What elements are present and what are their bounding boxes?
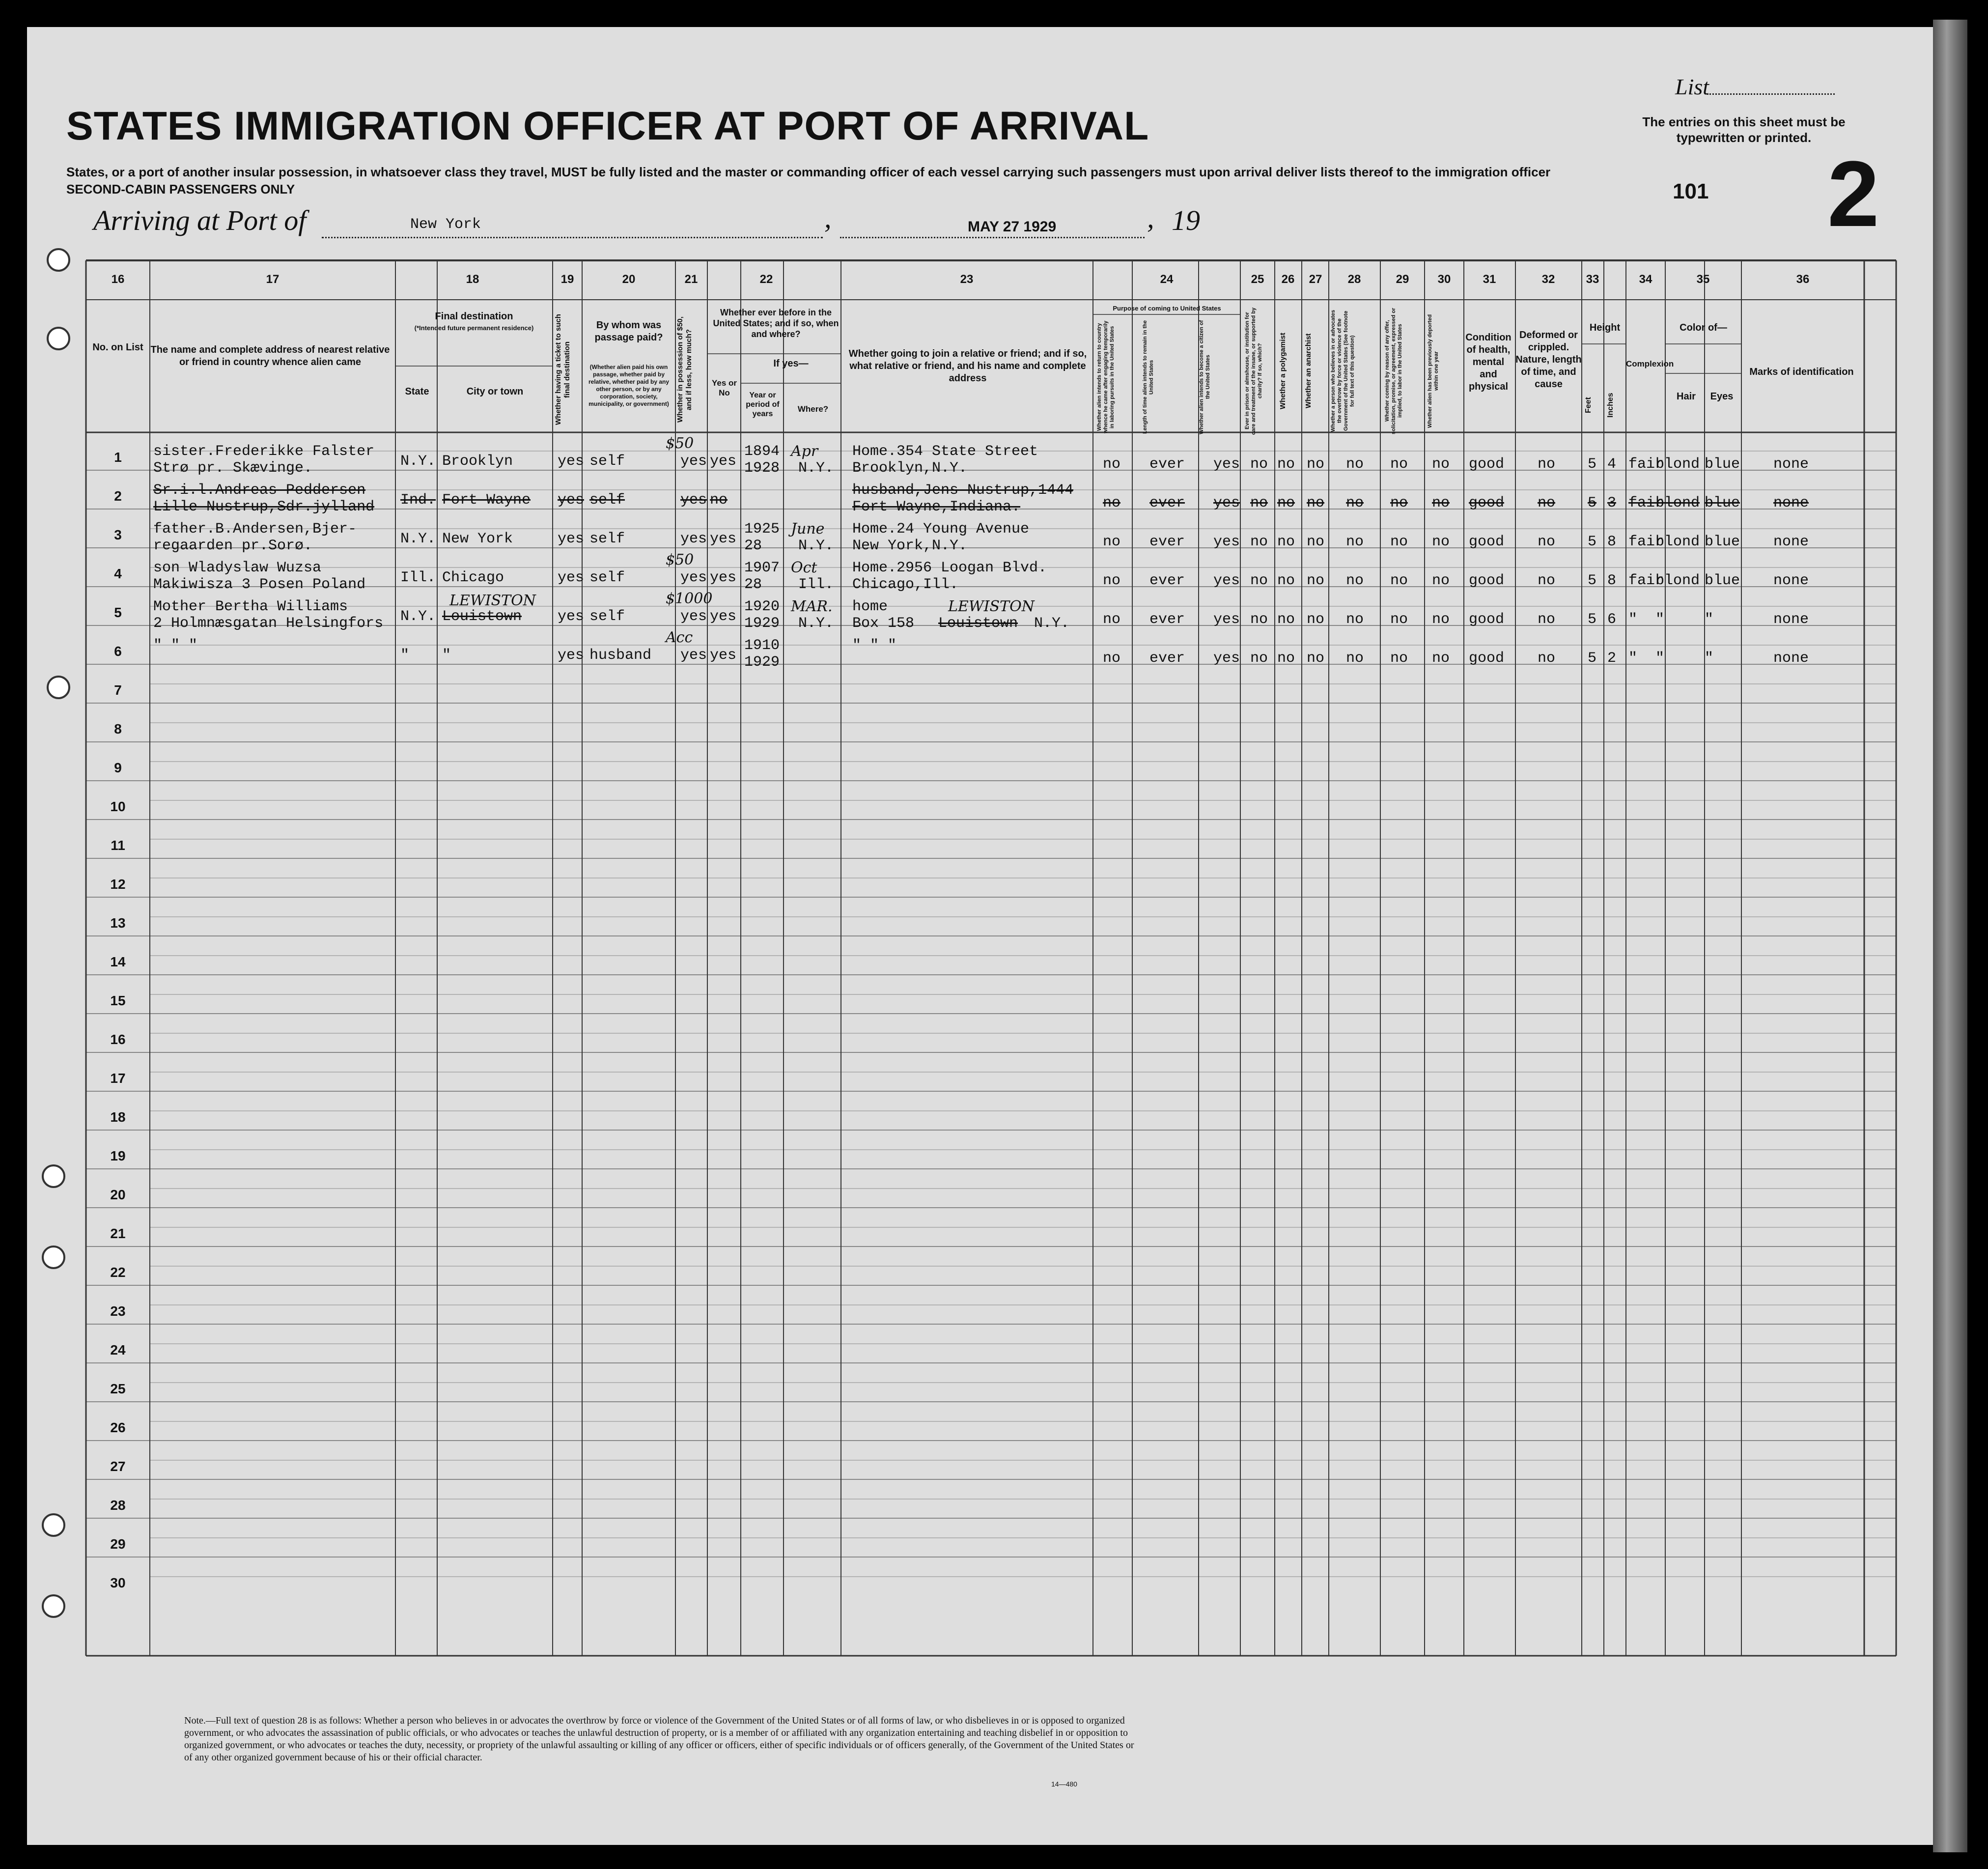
join-city-correction: LEWISTON — [948, 598, 1035, 615]
cell-eyes: " — [1705, 650, 1714, 667]
where-line-1: MAR. — [791, 598, 833, 615]
join-line-1: Home.354 State Street — [852, 443, 1038, 460]
join-state: N.Y. — [1034, 615, 1070, 632]
cell-p-length: ever — [1149, 611, 1185, 628]
dest-state: N.Y. — [400, 608, 436, 625]
cell-marks: none — [1773, 611, 1809, 628]
cell-c27: no — [1307, 495, 1325, 511]
row-number: 7 — [114, 682, 122, 698]
header-marks: Marks of identification — [1749, 367, 1854, 377]
row-number: 1 — [114, 450, 122, 465]
dest-state: Ill. — [400, 569, 436, 586]
column-number: 27 — [1309, 273, 1322, 286]
possession-value: yes — [680, 531, 707, 547]
cell-deformed: no — [1538, 495, 1556, 511]
where-line-2: N.Y. — [798, 615, 834, 632]
cell-c25: no — [1250, 534, 1268, 550]
paid-by-value: self — [589, 608, 625, 625]
cell-p-return: no — [1103, 534, 1121, 550]
cell-c26: no — [1277, 572, 1295, 589]
cell-hair: blond — [1655, 495, 1700, 511]
row-number: 6 — [114, 644, 122, 659]
column-number: 36 — [1796, 273, 1810, 286]
money-amount: Acc — [666, 629, 693, 646]
cell-c28: no — [1346, 456, 1364, 473]
cell-p-length: ever — [1149, 572, 1185, 589]
relative-line-2: Makiwisza 3 Posen Poland — [153, 576, 366, 593]
cell-c30: no — [1432, 572, 1450, 589]
dest-city: New York — [442, 531, 513, 547]
join-line-1: home — [852, 598, 888, 615]
cell-complexion: " — [1628, 650, 1638, 667]
paid-by-value: self — [589, 531, 625, 547]
cell-c27: no — [1307, 611, 1325, 628]
cell-c30: no — [1432, 456, 1450, 473]
relative-line-2: Lille Nustrup,Sdr.jylland — [153, 499, 375, 515]
cell-deformed: no — [1538, 572, 1556, 589]
instruction-text: The entries on this sheet must be typewritten or printed. — [1642, 114, 1846, 145]
dest-state: Ind. — [400, 492, 436, 509]
cell-hair: " — [1655, 611, 1665, 628]
cell-p-citizen: yes — [1213, 572, 1240, 589]
cell-feet: 5 — [1588, 456, 1597, 473]
cell-complexion: fair — [1628, 572, 1664, 589]
header-paid-by: By whom was passage paid? — [594, 320, 663, 343]
column-number: 21 — [684, 273, 698, 286]
list-number: 101 — [1673, 179, 1709, 203]
money-amount: $50 — [666, 435, 694, 452]
relative-line-2: Strø pr. Skævinge. — [153, 460, 313, 477]
ticket-value: yes — [558, 531, 585, 547]
header-complexion: Complexion — [1626, 359, 1674, 368]
dest-city-correction: LEWISTON — [449, 592, 536, 609]
cell-hair: blond — [1655, 572, 1700, 589]
cell-inches: 3 — [1607, 495, 1617, 511]
header-labor-offer: Whether coming by reason of any offer, solicitation, promise, or agreement, expressed or implied, to labor in the United States — [1384, 308, 1403, 434]
cell-complexion: " — [1628, 611, 1638, 628]
cell-c30: no — [1432, 495, 1450, 511]
cell-inches: 6 — [1607, 611, 1617, 628]
column-number: 23 — [960, 273, 974, 286]
cell-p-citizen: yes — [1213, 534, 1240, 550]
comma: , — [824, 202, 832, 234]
column-number: 29 — [1396, 273, 1409, 286]
form-number: 14—480 — [1051, 1780, 1077, 1788]
header-deported: Whether alien has been previously deported within one year — [1427, 314, 1439, 428]
join-line-1: " " " — [852, 637, 897, 654]
years-line-1: 1920 — [744, 598, 780, 615]
before-value: no — [710, 492, 728, 509]
ticket-value: yes — [558, 492, 585, 509]
ticket-value: yes — [558, 453, 585, 470]
cell-complexion: fair — [1628, 534, 1664, 550]
ticket-value: yes — [558, 647, 585, 664]
row-number: 20 — [110, 1187, 126, 1202]
cell-inches: 4 — [1607, 456, 1617, 473]
row-number: 23 — [110, 1303, 126, 1319]
before-value: yes — [710, 569, 737, 586]
header-feet: Feet — [1584, 397, 1593, 414]
possession-value: yes — [680, 647, 707, 664]
relative-line-1: sister.Frederikke Falster — [153, 443, 375, 460]
row-number: 8 — [114, 721, 122, 736]
column-number: 30 — [1437, 273, 1451, 286]
cell-eyes: " — [1705, 611, 1714, 628]
cell-p-citizen: yes — [1213, 650, 1240, 667]
join-line-1: husband,Jens Nustrup,1444 — [852, 482, 1074, 499]
header-polygamist: Whether a polygamist — [1279, 333, 1287, 409]
years-line-2: 1929 — [744, 615, 780, 632]
row-number: 2 — [114, 488, 122, 504]
port-value: New York — [410, 216, 481, 233]
row-number: 24 — [110, 1342, 126, 1358]
header-purpose-length: Length of time alien intends to remain in the United States — [1142, 320, 1154, 434]
cell-p-return: no — [1103, 650, 1121, 667]
row-number: 29 — [110, 1536, 126, 1552]
cell-p-citizen: yes — [1213, 611, 1240, 628]
where-line-1: Apr — [791, 443, 818, 460]
column-number: 17 — [266, 273, 280, 286]
column-number: 33 — [1586, 273, 1599, 286]
header-anarchist: Whether an anarchist — [1304, 333, 1313, 409]
paid-by-value: husband — [589, 647, 652, 664]
cell-c30: no — [1432, 650, 1450, 667]
sheet-number: 2 — [1827, 142, 1879, 246]
column-number: 32 — [1541, 273, 1555, 286]
list-label: List — [1675, 74, 1709, 99]
year-prefix: 19 — [1172, 204, 1200, 236]
cell-health: good — [1469, 650, 1505, 667]
money-amount: $1000 — [666, 590, 713, 607]
cell-eyes: blue — [1705, 572, 1740, 589]
form-subtitle: States, or a port of another insular possession, in whatsoever class they travel, MUST be fully listed and the master or commanding officer of each vessel carrying such passengers must upon arrival deliver lists thereof to the immigration officer — [66, 165, 1551, 179]
years-line-2: 28 — [744, 538, 762, 554]
cell-deformed: no — [1538, 534, 1556, 550]
before-value: yes — [710, 647, 737, 664]
header-if-yes: If yes— — [773, 358, 809, 369]
cell-feet: 5 — [1588, 534, 1597, 550]
paid-by-value: self — [589, 569, 625, 586]
join-line-2: New York,N.Y. — [852, 538, 968, 554]
row-number: 21 — [110, 1226, 126, 1241]
cell-c28: no — [1346, 572, 1364, 589]
cell-p-length: ever — [1149, 534, 1185, 550]
cell-feet: 5 — [1588, 495, 1597, 511]
cell-c30: no — [1432, 534, 1450, 550]
cell-c25: no — [1250, 456, 1268, 473]
header-purpose-return: Whether alien intends to return to country whence he came after engaging temporarily in laboring pursuits in the United States — [1096, 320, 1115, 434]
cell-c28: no — [1346, 495, 1364, 511]
header-eyes: Eyes — [1710, 391, 1734, 402]
years-line-2: 28 — [744, 576, 762, 593]
header-height: Height — [1589, 322, 1621, 333]
header-city: City or town — [466, 386, 524, 397]
dest-state: N.Y. — [400, 531, 436, 547]
cell-deformed: no — [1538, 611, 1556, 628]
cell-inches: 8 — [1607, 572, 1617, 589]
possession-value: yes — [680, 569, 707, 586]
cell-health: good — [1469, 572, 1505, 589]
dest-state: " — [400, 647, 410, 664]
cell-c29: no — [1390, 611, 1408, 628]
dest-city: Fort Wayne — [442, 492, 531, 509]
row-number: 30 — [110, 1575, 126, 1590]
cell-c29: no — [1390, 650, 1408, 667]
cell-marks: none — [1773, 534, 1809, 550]
cell-c26: no — [1277, 456, 1295, 473]
cell-c27: no — [1307, 534, 1325, 550]
cabin-class: SECOND-CABIN PASSENGERS ONLY — [66, 182, 295, 197]
header-yes-no: Yes or No — [711, 378, 737, 397]
before-value: yes — [710, 608, 737, 625]
header-possession: Whether in possession of $50, and if less, how much? — [676, 316, 693, 423]
cell-p-length: ever — [1149, 650, 1185, 667]
cell-c25: no — [1250, 611, 1268, 628]
row-number: 22 — [110, 1265, 126, 1280]
footnote: Note.—Full text of question 28 is as follows: Whether a person who believes in or advocates the overthrow by force or violence of the Government of the United States or of all forms of law, or who disbelieves in or is opposed to organized government, or who advocates the assassination of public officials, or who advocates or teaches the unlawful destruction of property, or is a member of or affiliated with any organization entertaining and teaching disbelief in or opposition to organized government, or who advocates or teaches the duty, necessity, or propriety of the unlawful assaulting or killing of any officer or officers, either of specific individuals or of officers generally, of the Government of the United States or of any other organized government because of his or their official character. — [184, 1715, 1134, 1763]
column-number: 31 — [1483, 273, 1496, 286]
column-number: 34 — [1639, 273, 1652, 286]
cell-c25: no — [1250, 495, 1268, 511]
possession-value: yes — [680, 492, 707, 509]
relative-line-1: Mother Bertha Williams — [153, 598, 348, 615]
relative-line-1: father.B.Andersen,Bjer- — [153, 521, 357, 538]
column-number: 26 — [1281, 273, 1295, 286]
cell-health: good — [1469, 534, 1505, 550]
header-years: Year or period of years — [746, 391, 780, 418]
cell-c28: no — [1346, 650, 1364, 667]
column-number: 25 — [1251, 273, 1264, 286]
cell-c28: no — [1346, 534, 1364, 550]
row-number: 25 — [110, 1381, 126, 1396]
comma: , — [1147, 202, 1154, 234]
possession-value: yes — [680, 453, 707, 470]
header-purpose-citizen: Whether alien intends to become a citizen of the United States — [1199, 320, 1211, 434]
column-number: 19 — [560, 273, 574, 286]
cell-feet: 5 — [1588, 611, 1597, 628]
cell-c25: no — [1250, 572, 1268, 589]
header-prison: Ever in prison or almshouse, or institution for care and treatment of the insane, or supported by charity? If so, which? — [1244, 307, 1263, 435]
years-line-2: 1928 — [744, 460, 780, 477]
cell-hair: " — [1655, 650, 1665, 667]
column-number: 35 — [1696, 273, 1710, 286]
row-number: 5 — [114, 605, 122, 620]
money-amount: $50 — [666, 551, 694, 568]
header-paid-by-note: (Whether alien paid his own passage, whether paid by relative, whether paid by any other person, or by any corporation, society, municipality, or government) — [588, 364, 670, 407]
paid-by-value: self — [589, 453, 625, 470]
row-number: 4 — [114, 566, 122, 581]
where-line-1: Oct — [791, 559, 817, 576]
relative-line-2: regaarden pr.Sorø. — [153, 538, 313, 554]
row-number: 16 — [110, 1032, 126, 1047]
page-title: STATES IMMIGRATION OFFICER AT PORT OF ARRIVAL — [66, 104, 1149, 148]
row-number: 12 — [110, 877, 126, 892]
ticket-value: yes — [558, 569, 585, 586]
row-number: 17 — [110, 1071, 126, 1086]
dest-city: Louistown — [442, 608, 522, 625]
paid-by-value: self — [589, 492, 625, 509]
cell-p-citizen: yes — [1213, 456, 1240, 473]
arriving-label: Arriving at Port of — [93, 204, 307, 236]
row-number: 18 — [110, 1109, 126, 1125]
cell-marks: none — [1773, 495, 1809, 511]
ticket-value: yes — [558, 608, 585, 625]
cell-eyes: blue — [1705, 495, 1740, 511]
row-number: 11 — [111, 838, 125, 853]
cell-p-return: no — [1103, 495, 1121, 511]
column-number: 16 — [111, 273, 125, 286]
cell-c26: no — [1277, 650, 1295, 667]
cell-c29: no — [1390, 456, 1408, 473]
header-overthrow: Whether a person who believes in or advocates the overthrow by force or violence of the Government of the United States (See footnote for full text of this question) — [1330, 310, 1355, 432]
header-purpose: Purpose of coming to United States — [1113, 305, 1221, 312]
cell-c27: no — [1307, 650, 1325, 667]
cell-c29: no — [1390, 534, 1408, 550]
header-final-destination: Final destination — [435, 311, 513, 322]
dest-city: Brooklyn — [442, 453, 513, 470]
dest-state: N.Y. — [400, 453, 436, 470]
cell-deformed: no — [1538, 456, 1556, 473]
cell-marks: none — [1773, 456, 1809, 473]
cell-c29: no — [1390, 572, 1408, 589]
relative-line-2: 2 Holmnæsgatan Helsingfors — [153, 615, 384, 632]
join-line-2: Brooklyn,N.Y. — [852, 460, 968, 477]
header-inches: Inches — [1606, 393, 1615, 418]
cell-complexion: fair — [1628, 495, 1664, 511]
cell-p-length: ever — [1149, 495, 1185, 511]
relative-line-1: " " " — [153, 637, 198, 654]
cell-c29: no — [1390, 495, 1408, 511]
cell-p-return: no — [1103, 456, 1121, 473]
cell-health: good — [1469, 611, 1505, 628]
cell-c26: no — [1277, 611, 1295, 628]
cell-c26: no — [1277, 534, 1295, 550]
column-number: 20 — [622, 273, 636, 286]
row-number: 26 — [110, 1420, 126, 1435]
cell-health: good — [1469, 456, 1505, 473]
cell-c30: no — [1432, 611, 1450, 628]
cell-p-length: ever — [1149, 456, 1185, 473]
years-line-1: 1894 — [744, 443, 780, 460]
join-line-2: Box 158 — [852, 615, 915, 632]
cell-hair: blond — [1655, 456, 1700, 473]
cell-eyes: blue — [1705, 456, 1740, 473]
cell-health: good — [1469, 495, 1505, 511]
cell-c26: no — [1277, 495, 1295, 511]
relative-line-1: Sr.i.l.Andreas Peddersen — [153, 482, 366, 499]
possession-value: yes — [680, 608, 707, 625]
cell-c27: no — [1307, 572, 1325, 589]
cell-eyes: blue — [1705, 534, 1740, 550]
header-color-of: Color of— — [1680, 322, 1727, 333]
cell-p-citizen: yes — [1213, 495, 1240, 511]
row-number: 14 — [110, 954, 126, 969]
header-where: Where? — [797, 404, 829, 414]
dest-city: " — [442, 647, 451, 664]
row-number: 13 — [110, 915, 126, 931]
cell-p-return: no — [1103, 572, 1121, 589]
header-before: Whether ever before in the United States; and if so, when and where? — [713, 308, 839, 339]
cell-hair: blond — [1655, 534, 1700, 550]
header-hair: Hair — [1677, 391, 1696, 402]
header-health: Condition of health, mental and physical — [1465, 332, 1512, 392]
years-line-2: 1929 — [744, 654, 780, 671]
cell-marks: none — [1773, 650, 1809, 667]
header-final-destination-note: (*Intended future permanent residence) — [414, 324, 534, 332]
column-number: 22 — [759, 273, 773, 286]
header-relative: The name and complete address of nearest relative or friend in country whence alien came — [150, 344, 390, 368]
row-number: 19 — [110, 1148, 126, 1163]
header-ticket: Whether having a ticket to such final destination — [554, 314, 571, 425]
years-line-1: 1907 — [744, 560, 780, 576]
row-number: 28 — [110, 1498, 126, 1513]
cell-c25: no — [1250, 650, 1268, 667]
relative-line-1: son Wladyslaw Wuzsa — [153, 560, 322, 576]
cell-feet: 5 — [1588, 650, 1597, 667]
row-number: 3 — [114, 527, 122, 542]
cell-deformed: no — [1538, 650, 1556, 667]
cell-c28: no — [1346, 611, 1364, 628]
cell-p-return: no — [1103, 611, 1121, 628]
row-number: 27 — [110, 1459, 126, 1474]
date-stamp: MAY 27 1929 — [968, 219, 1057, 235]
header-no-on-list: No. on List — [92, 342, 143, 353]
before-value: yes — [710, 453, 737, 470]
cell-inches: 8 — [1607, 534, 1617, 550]
row-number: 15 — [110, 993, 126, 1008]
column-number: 24 — [1160, 273, 1174, 286]
header-state: State — [405, 386, 429, 397]
years-line-1: 1925 — [744, 521, 780, 538]
dest-city: Chicago — [442, 569, 504, 586]
where-line-2: N.Y. — [798, 538, 834, 554]
join-line-2: Fort Wayne,Indiana. — [852, 499, 1021, 515]
where-line-1: June — [791, 520, 825, 538]
row-number: 10 — [110, 799, 126, 814]
join-city-struck: Louistown — [938, 615, 1018, 632]
row-number: 9 — [114, 760, 122, 775]
cell-complexion: fair — [1628, 456, 1664, 473]
join-line-1: Home.2956 Loogan Blvd. — [852, 560, 1047, 576]
where-line-2: Ill. — [798, 576, 834, 593]
column-number: 18 — [466, 273, 479, 286]
cell-c27: no — [1307, 456, 1325, 473]
cell-feet: 5 — [1588, 572, 1597, 589]
before-value: yes — [710, 531, 737, 547]
cell-marks: none — [1773, 572, 1809, 589]
where-line-2: N.Y. — [798, 460, 834, 477]
years-line-1: 1910 — [744, 637, 780, 654]
header-join: Whether going to join a relative or friend; and if so, what relative or friend, and his name and complete address — [848, 348, 1087, 384]
column-number: 28 — [1347, 273, 1361, 286]
header-deformed: Deformed or crippled. Nature, length of time, and cause — [1515, 330, 1582, 390]
join-line-1: Home.24 Young Avenue — [852, 521, 1030, 538]
cell-inches: 2 — [1607, 650, 1617, 667]
join-line-2: Chicago,Ill. — [852, 576, 959, 593]
